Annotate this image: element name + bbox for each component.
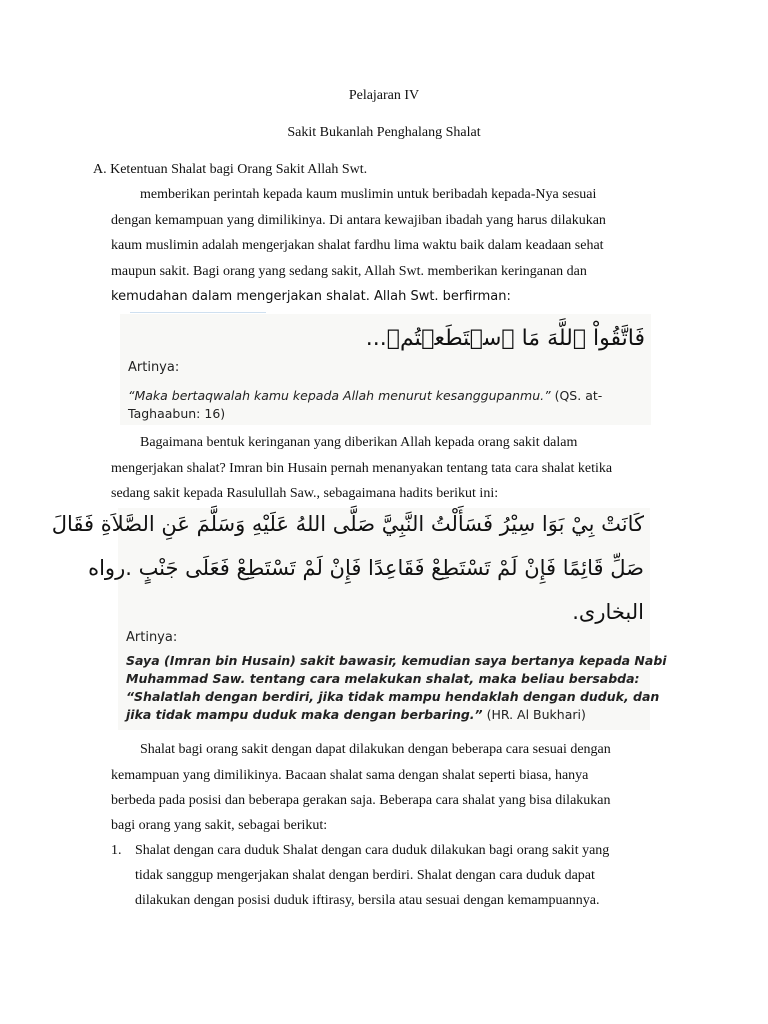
artinya-label: Artinya:	[128, 360, 180, 375]
list-item-line: dilakukan dengan posisi duduk iftirasy, bersila atau sesuai dengan kemampuannya.	[135, 893, 600, 908]
hadith-translation-line-last	[126, 707, 586, 722]
para1-line: maupun sakit. Bagi orang yang sedang sakit, Allah Swt. memberikan keringanan dan	[111, 264, 587, 279]
lesson-subtitle: Sakit Bukanlah Penghalang Shalat	[287, 125, 481, 140]
hadith-translation-line: “Shalatlah dengan berdiri, jika tidak mampu hendaklah dengan duduk, dan	[126, 689, 660, 704]
para2-line: Bagaimana bentuk keringanan yang diberikan Allah kepada orang sakit dalam	[140, 435, 578, 450]
para1-line: kaum muslimin adalah mengerjakan shalat fardhu lima waktu baik dalam keadaan sehat	[111, 238, 604, 253]
hadith-arabic-line: البخارى.	[572, 600, 644, 624]
hadith-arabic-line: كَانَتْ بِيْ بَوَا سِيْرُ فَسَأَلْتُ النَّبِيَّ صَلَّى اللهُ عَلَيْهِ وَسَلَّمَ عَنِ الصَّلاَةِ فَقَالَ	[51, 512, 644, 536]
hadith-reference: (HR. Al Bukhari)	[486, 707, 586, 722]
para2-line: mengerjakan shalat? Imran bin Husain pernah menanyakan tentang tata cara shalat ketika	[111, 461, 613, 476]
artinya-label: Artinya:	[126, 630, 178, 645]
verse-translation-line	[128, 388, 602, 403]
verse-translation: “Maka bertaqwalah kamu kepada Allah menurut kesanggupanmu.”	[128, 388, 551, 403]
section-a-heading: A. Ketentuan Shalat bagi Orang Sakit Allah Swt.	[93, 162, 368, 177]
quran-verse-arabic: فَاتَّقُواْ ٱللَّهَ مَا ٱسۡتَطَعۡتُمۡ...	[365, 326, 645, 351]
para3-line: bagi orang yang sakit, sebagai berikut:	[111, 818, 328, 833]
para3-line: kemampuan yang dimilikinya. Bacaan shalat sama dengan shalat seperti biasa, hanya	[111, 768, 589, 783]
verse-image	[120, 314, 651, 425]
list-item-line: Shalat dengan cara duduk Shalat dengan cara duduk dilakukan bagi orang sakit yang	[135, 843, 610, 858]
list-item-line: tidak sanggup mengerjakan shalat dengan berdiri. Shalat dengan cara duduk dapat	[135, 868, 595, 883]
para3-line: berbeda pada posisi dan beberapa gerakan saja. Beberapa cara shalat yang bisa dilakukan	[111, 793, 611, 808]
hadith-arabic-line: صَلِّ قَائِمًا فَإِنْ لَمْ تَسْتَطِعْ فَقَاعِدًا فَإِنْ لَمْ تَسْتَطِعْ فَعَلَى جَنْبٍ .رواه	[88, 556, 644, 580]
para1-line: memberikan perintah kepada kaum muslimin untuk beribadah kepada-Nya sesuai	[140, 187, 597, 202]
para2-line: sedang sakit kepada Rasulullah Saw., sebagaimana hadits berikut ini:	[111, 486, 499, 501]
divider	[130, 312, 266, 313]
hadith-translation-line: Muhammad Saw. tentang cara melakukan shalat, maka beliau bersabda:	[126, 671, 640, 686]
list-item-number: 1.	[111, 843, 122, 858]
page-title: Pelajaran IV	[348, 88, 420, 103]
hadith-image	[51, 508, 667, 730]
para1-line: kemudahan dalam mengerjakan shalat. Allah Swt. berfirman:	[111, 289, 511, 304]
verse-reference-cont: Taghaabun: 16)	[128, 406, 226, 421]
hadith-translation-end: jika tidak mampu duduk maka dengan berbaring.”	[126, 707, 483, 722]
verse-reference: (QS. at-	[554, 388, 603, 403]
para1-line: dengan kemampuan yang dimilikinya. Di antara kewajiban ibadah yang harus dilakukan	[111, 213, 606, 228]
hadith-translation-line: Saya (Imran bin Husain) sakit bawasir, kemudian saya bertanya kepada Nabi	[126, 653, 667, 668]
para3-line: Shalat bagi orang sakit dengan dapat dilakukan dengan beberapa cara sesuai dengan	[140, 742, 611, 757]
